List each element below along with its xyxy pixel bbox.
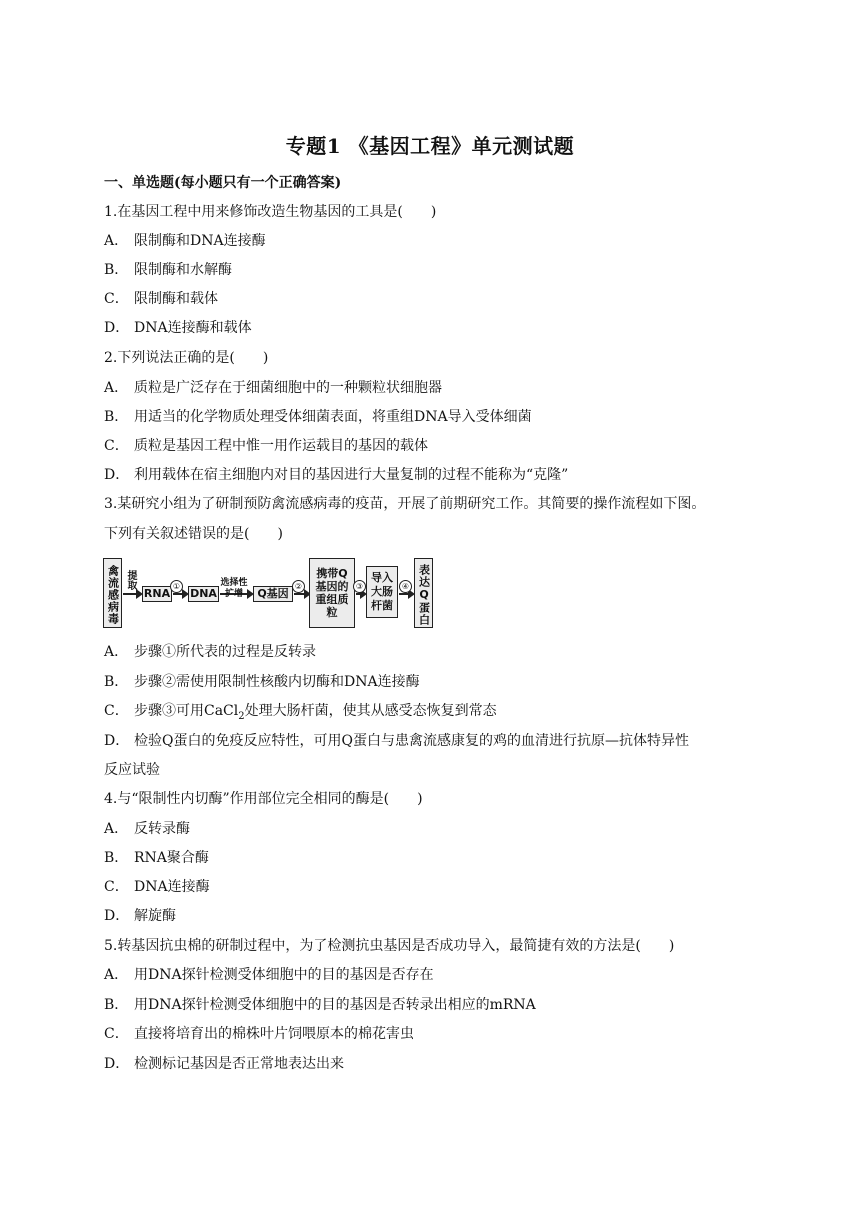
option-text: 限制酶和水解酶 [134,262,232,278]
flow-label-extract: 提取 [125,570,136,590]
flow-arrow [356,593,361,595]
question-3-option-b [104,672,420,692]
flow-box-ecoli: 导入大肠杆菌 [366,566,398,618]
question-4-stem: 4.与“限制性内切酶”作用部位完全相同的酶是( ) [104,791,423,807]
option-text: 限制酶和载体 [134,291,218,307]
question-5-option-b [104,995,536,1015]
option-text: 限制酶和DNA连接酶 [134,233,266,249]
flow-step-2: ② [292,580,305,593]
option-letter: D． [104,1056,130,1072]
option-letter: D． [104,908,130,924]
flow-arrow [294,593,305,595]
question-2-option-a [104,378,442,398]
question-5-option-c [104,1024,414,1044]
question-2-option-b [104,407,532,427]
option-letter: C． [104,879,129,895]
option-letter: A． [104,821,129,837]
process-flow-diagram [103,556,433,630]
flow-box-q-gene: Q基因 [253,586,293,602]
option-text-pre: 步骤③可用CaCl [134,703,239,719]
flow-box-dna: DNA [188,586,219,602]
option-text-post: 处理大肠杆菌，使其从感受态恢复到常态 [244,703,497,719]
option-letter: B． [104,262,129,278]
flow-box-plasmid: 携带Q基因的重组质粒 [309,558,355,628]
question-2-option-d [104,465,568,485]
option-letter: B． [104,674,129,690]
question-2-option-c [104,436,428,456]
option-text: DNA连接酶 [134,879,210,895]
question-3-option-d-continued: 反应试验 [104,762,160,778]
option-letter: C． [104,291,129,307]
option-letter: C． [104,703,129,719]
option-text: 直接将培育出的棉株叶片饲喂原本的棉花害虫 [134,1026,414,1042]
option-text: 用适当的化学物质处理受体细菌表面，将重组DNA导入受体细菌 [134,409,532,425]
question-3-option-c [104,701,497,727]
flow-step-4: ④ [399,580,412,593]
option-text: 检测标记基因是否正常地表达出来 [134,1056,344,1072]
option-text: 用DNA探针检测受体细胞中的目的基因是否存在 [134,967,434,983]
option-text-subscript: 2 [238,710,245,722]
flow-arrow [123,593,137,595]
flow-step-1: ① [170,580,183,593]
question-3-stem-line-2: 下列有关叙述错误的是( ) [104,526,283,542]
option-letter: D． [104,320,130,336]
option-text: 步骤②需使用限制性核酸内切酶和DNA连接酶 [134,674,420,690]
question-4-option-b [104,848,209,868]
question-1-option-c [104,289,218,309]
question-4-option-a [104,819,190,839]
flow-arrow [173,593,183,595]
question-5-stem: 5.转基因抗虫棉的研制过程中，为了检测抗虫基因是否成功导入，最简捷有效的方法是( ) [104,938,675,954]
option-text: 解旋酶 [134,908,176,924]
option-text: 质粒是基因工程中惟一用作运载目的基因的载体 [134,438,428,454]
question-5-option-a [104,965,434,985]
flow-step-3: ③ [353,580,366,593]
question-1-stem: 1.在基因工程中用来修饰改造生物基因的工具是( ) [104,204,437,220]
option-letter: A． [104,644,129,660]
question-4-option-d [104,906,176,926]
flow-box-rna: RNA [143,587,171,600]
flow-label-amplify: 选择性扩增 [220,578,248,599]
option-text: 利用载体在宿主细胞内对目的基因进行大量复制的过程不能称为“克隆” [134,467,569,483]
option-text: DNA连接酶和载体 [134,320,252,336]
option-letter: D． [104,733,130,749]
option-text: RNA聚合酶 [134,850,209,866]
option-letter: A． [104,380,129,396]
option-text: 质粒是广泛存在于细菌细胞中的一种颗粒状细胞器 [134,380,442,396]
option-letter: B． [104,997,129,1013]
question-4-option-c [104,877,210,897]
option-letter: C． [104,1026,129,1042]
option-text: 反转录酶 [134,821,190,837]
option-text: 检验Q蛋白的免疫反应特性，可用Q蛋白与患禽流感康复的鸡的血清进行抗原—抗体特异性 [134,733,689,749]
question-3-option-d [104,731,689,751]
flow-box-virus: 禽流感病毒 [103,558,122,628]
question-1-option-a [104,231,266,251]
question-1-option-b [104,260,232,280]
question-5-option-d [104,1054,344,1074]
option-letter: A． [104,967,129,983]
option-letter: B． [104,409,129,425]
option-letter: A． [104,233,129,249]
flow-box-express: 表达Q蛋白 [414,558,433,628]
section-heading: 一、单选题(每小题只有一个正确答案) [104,175,342,191]
question-3-option-a [104,642,316,662]
option-letter: B． [104,850,129,866]
question-1-option-d [104,318,252,338]
question-3-stem-line-1: 3.某研究小组为了研制预防禽流感病毒的疫苗，开展了前期研究工作。其简要的操作流程如下图。 [104,496,706,512]
option-letter: D． [104,467,130,483]
flow-arrow [399,593,409,595]
question-2-stem: 2.下列说法正确的是( ) [104,350,269,366]
option-letter: C． [104,438,129,454]
document-title: 专题1 《基因工程》单元测试题 [285,134,575,158]
option-text: 用DNA探针检测受体细胞中的目的基因是否转录出相应的mRNA [134,997,536,1013]
option-text: 步骤①所代表的过程是反转录 [134,644,316,660]
